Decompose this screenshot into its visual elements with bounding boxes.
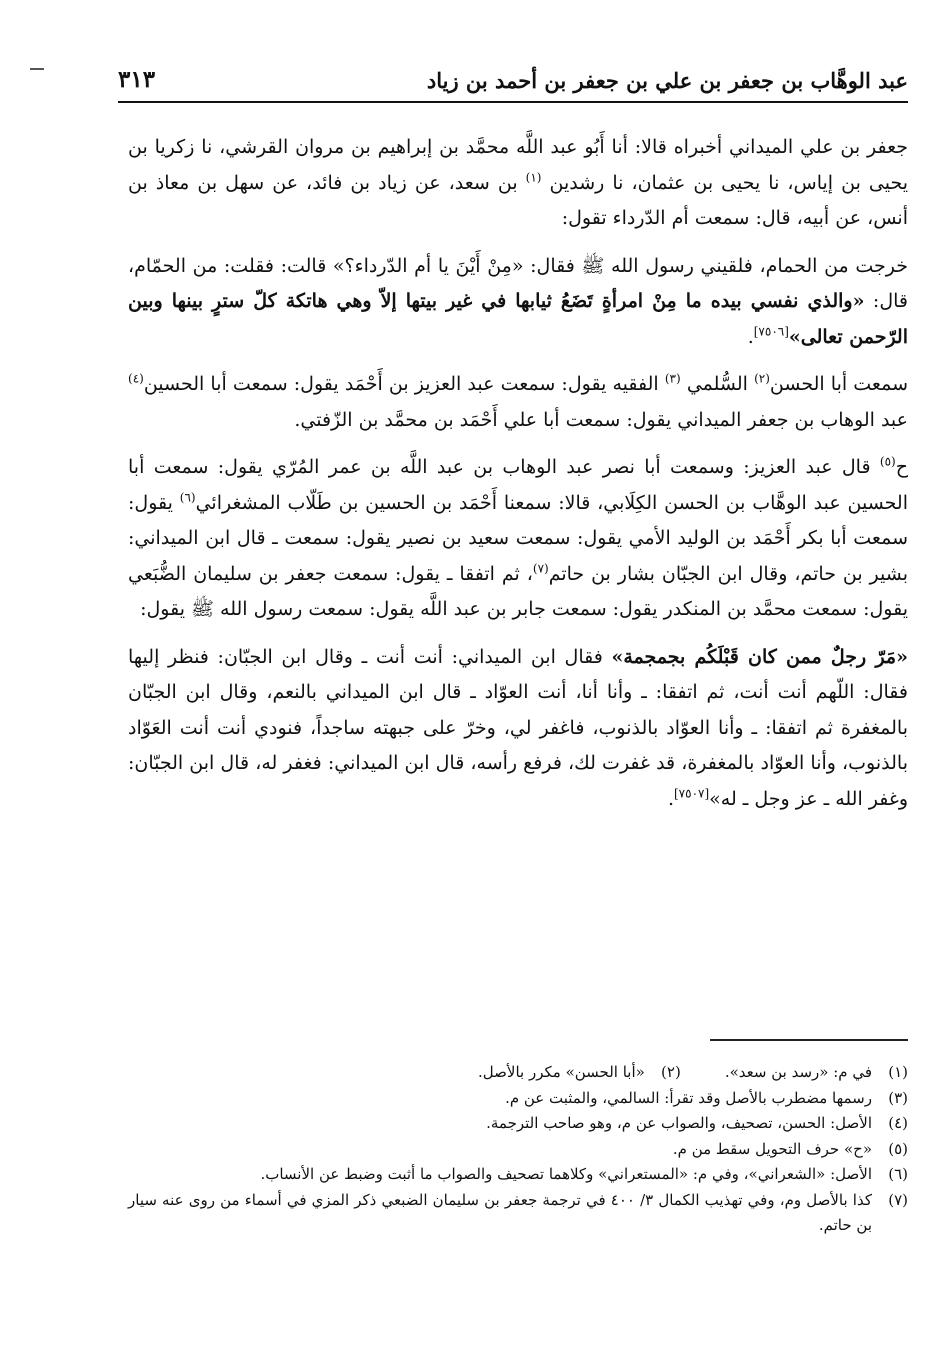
paragraph-isnad-2: سمعت أبا الحسن$^{(٢)}$ السُّلمي $^{(٣)}$ الفقيه يقول: سمعت عبد العزيز بن أَحْمَد يقول: سمعت أبا الحسين$^{(٤)}$ عبد الوهاب بن جعفر الميداني يقول: سمعت أبا علي أَحْمَد بن محمَّد بن الزّفتي. — [128, 371, 909, 431]
footnote-divider — [710, 1039, 908, 1041]
footnote-7: (٧) كذا بالأصل وم، وفي تهذيب الكمال ٣/ ٤٠٠ في ترجمة جعفر بن سليمان الضبعي ذكر المزي في أسماء من روى عنه سيار بن حاتم. — [128, 1190, 908, 1234]
footnote-marker-5: (٥) — [879, 454, 896, 469]
paragraph-hadith-2: «مَرّ رجلٌ ممن كان قَبْلَكُم بجمجمة» فقال ابن الميداني: أنت أنت ـ وقال ابن الجبّان: فنظر إليها فقال: اللّهم أنت أنت، ثم اتفقا: ـ وأنا أنا، أنت العوّاد ـ قال ابن الميداني بالنعم، وقال ابن الجبّان بالمغفرة ثم اتفقا: ـ وأنا العوّاد بالذنوب، فاغفر لي، وخرّ على جبهته ساجداً، فنودي أنت أنت العَوّاد بالذنوب، وأنا العوّاد بالمغفرة، قد غفرت لك، فرفع رأسه، قال ابن الميداني: فغفر له، قال ابن الجبّان: وغفر الله ـ عز وجل ـ له»[٧٥٠٧]. — [128, 645, 908, 810]
footnote-marker-2: (٢) — [754, 371, 770, 386]
hadith-text: «مَرّ رجلٌ ممن كان قَبْلَكُم بجمجمة» — [611, 645, 908, 668]
footnote-marker-3: (٣) — [664, 371, 681, 386]
footnotes — [128, 1060, 908, 1239]
scan-mark — [30, 68, 44, 70]
footnote-1-2: (١) في م: «رسد بن سعد». (٢) «أبا الحسن» مكرر بالأصل. — [478, 1063, 908, 1081]
running-title: عبد الوهَّاب بن جعفر بن علي بن جعفر بن أحمد بن زياد — [426, 68, 908, 93]
footnote-6: (٦) الأصل: «الشعراني»، وفي م: «المستعراني» وكلاهما تصحيف والصواب ما أثبت وضبط عن الأنساب. — [260, 1165, 908, 1183]
hadith-text: «والذي نفسي بيده ما مِنْ امرأةٍ تَضَعُ ثيابها في غير بيتها إلاّ وهي هاتكة كلّ سترٍ بينها وبين الرّحمن تعالى» — [128, 290, 908, 348]
paragraph-isnad-3: ح$^{(٥)}$ قال عبد العزيز: وسمعت أبا نصر عبد الوهاب بن عبد اللَّه بن عمر المُرّي يقول: سمعت أبا الحسين عبد الوهَّاب بن الحسن الكِلَابي، قالا: سمعنا أَحْمَد بن الحسين بن طَلّاب المشغرائي$^{(٦)}$ يقول: سمعت أبا بكر أَحْمَد بن الوليد الأمي يقول: سمعت سعيد بن نصير يقول: سمعت ـ قال ابن الميداني: بشير بن حاتم، وقال ابن الجبّان بشار بن حاتم$^{(٧)}$، ثم اتفقا ـ يقول: سمعت جعفر بن سليمان الضُّبَعي يقول: سمعت محمَّد بن المنكدر يقول: سمعت جابر بن عبد اللَّه يقول: سمعت رسول الله ﷺ يقول: — [128, 454, 909, 620]
main-text — [128, 130, 908, 817]
footnote-marker-4: (٤) — [128, 371, 144, 386]
footnote-marker-6: (٦) — [179, 490, 196, 505]
running-header — [118, 62, 908, 102]
paragraph-hadith-1: خرجت من الحمام، فلقيني رسول الله ﷺ فقال: «مِنْ أَيْنَ يا أم الدّرداء؟» قالت: فقلت: من الحمّام، قال: «والذي نفسي بيده ما مِنْ امرأةٍ تَضَعُ ثيابها في غير بيتها إلاّ وهي هاتكة كلّ سترٍ بينها وبين الرّحمن تعالى»[٧٥٠٦]. — [128, 254, 908, 348]
footnote-marker-7: (٧) — [532, 561, 549, 576]
hadith-reference: [٧٥٠٧] — [673, 786, 710, 801]
hadith-reference: [٧٥٠٦] — [753, 324, 789, 339]
page-number: ٣١٣ — [118, 66, 156, 93]
footnote-4: (٤) الأصل: الحسن، تصحيف، والصواب عن م، وهو صاحب الترجمة. — [486, 1114, 908, 1132]
footnote-5: (٥) «ح» حرف التحويل سقط من م. — [672, 1139, 908, 1158]
footnote-marker-1: (١) — [525, 170, 542, 185]
header-divider — [118, 101, 908, 103]
footnote-3: (٣) رسمها مضطرب بالأصل وقد تقرأ: السالمي، والمثبت عن م. — [505, 1088, 908, 1107]
paragraph-isnad-1: جعفر بن علي الميداني أخبراه قالا: أنا أَبُو عبد اللَّه محمَّد بن إبراهيم بن مروان القرشي، نا زكريا بن يحيى بن إياس، نا يحيى بن عثمان، نا رشدين $^{(١)}$ بن سعد، عن زياد بن فائد، عن سهل بن معاذ بن أنس، عن أبيه، قال: سمعت أم الدّرداء تقول: — [128, 136, 908, 229]
